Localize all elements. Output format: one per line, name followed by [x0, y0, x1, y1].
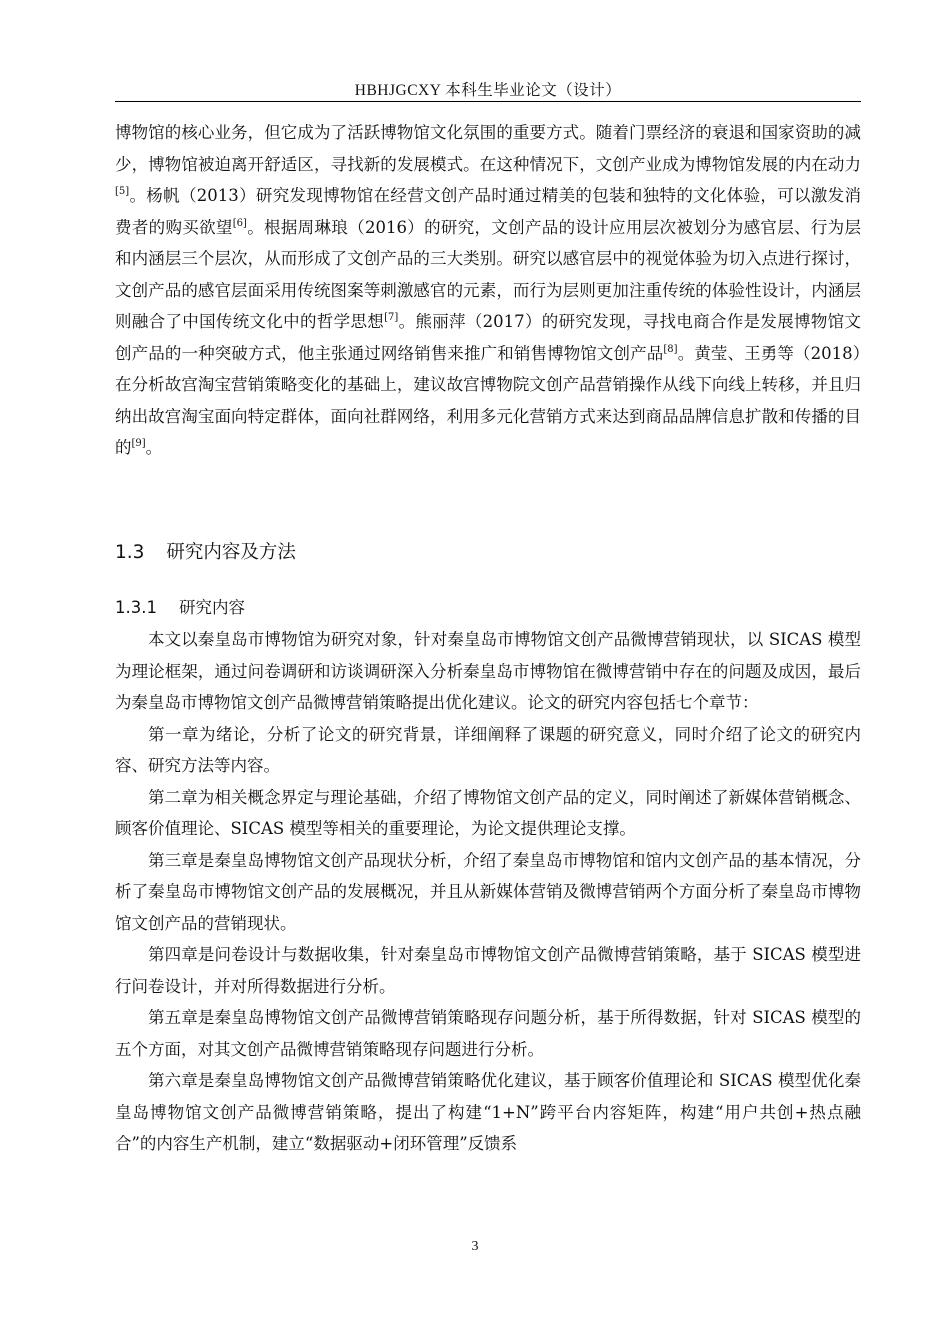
text-run: 。根据周琳琅（2016）的研究，文创产品的设计应用层次被划分为感官层、行为层和内涵层三个层次，从而形成了文创产品的三大类别。研究以感官层中的视觉体验为切入点进行探讨，文创产品的感官层面采用传统图案等刺激感官的元素，而行为层则更加注重传统的体验性设计，内涵层则融合了中国传统文化中的哲学思想 [115, 217, 862, 331]
section-heading [115, 538, 296, 564]
chapter-2-paragraph: 第二章为相关概念界定与理论基础，介绍了博物馆文创产品的定义，同时阐述了新媒体营销概念、顾客价值理论、SICAS 模型等相关的重要理论，为论文提供理论支撑。 [115, 787, 861, 838]
citation-ref: [9] [131, 438, 146, 449]
chapter-4-paragraph: 第四章是问卷设计与数据收集，针对秦皇岛市博物馆文创产品微博营销策略，基于 SICAS 模型进行问卷设计，并对所得数据进行分析。 [115, 945, 861, 996]
subsection-number: 1.3.1 [115, 598, 157, 617]
chapter-5-paragraph: 第五章是秦皇岛博物馆文创产品微博营销策略现存问题分析，基于所得数据，针对 SICAS 模型的五个方面，对其文创产品微博营销策略现存问题进行分析。 [115, 1008, 861, 1059]
research-overview-paragraph: 本文以秦皇岛市博物馆为研究对象，针对秦皇岛市博物馆文创产品微博营销现状，以 SICAS 模型为理论框架，通过问卷调研和访谈调研深入分析秦皇岛市博物馆在微博营销中存在的问题及成因，最后为秦皇岛市博物馆文创产品微博营销策略提出优化建议。论文的研究内容包括七个章节： [115, 630, 861, 712]
text-run: 。黄莹、王勇等（2018）在分析故宫淘宝营销策略变化的基础上，建议故宫博物院文创产品营销操作从线下向线上转移，并且归纳出故宫淘宝面向特定群体，面向社群网络，利用多元化营销方式来达到商品品牌信息扩散和传播的目的 [115, 343, 862, 457]
citation-ref: [6] [232, 217, 247, 229]
chapter-6-paragraph: 第六章是秦皇岛博物馆文创产品微博营销策略优化建议，基于顾客价值理论和 SICAS 模型优化秦皇岛博物馆文创产品微博营销策略，提出了构建“1+N”跨平台内容矩阵，构建“用户共创+热点融合”的内容生产机制，建立“数据驱动+闭环管理”反馈系 [115, 1071, 861, 1153]
section-number: 1.3 [115, 542, 145, 563]
running-header: HBHJGCXY 本科生毕业论文（设计） [354, 82, 622, 99]
text-run: 。 [145, 438, 163, 457]
text-run: 。熊丽萍（2017）的研究发现，寻找电商合作是发展博物馆文创产品的一种突破方式，他主张通过网络销售来推广和销售博物馆文创产品 [115, 312, 861, 363]
intro-body [115, 117, 861, 464]
citation-ref: [7] [384, 312, 399, 323]
subsection-title: 研究内容 [178, 598, 245, 617]
page-number: 3 [471, 1239, 479, 1254]
text-run: 博物馆的核心业务，但它成为了活跃博物馆文化氛围的重要方式。随着门票经济的衰退和国家资助的减少，博物馆被迫离开舒适区，寻找新的发展模式。在这种情况下，文创产业成为博物馆发展的内在动力 [115, 123, 861, 174]
citation-ref: [5] [115, 186, 130, 197]
chapter-3-paragraph: 第三章是秦皇岛博物馆文创产品现状分析，介绍了秦皇岛市博物馆和馆内文创产品的基本情况，分析了秦皇岛市博物馆文创产品的发展概况，并且从新媒体营销及微博营销两个方面分析了秦皇岛市博物馆文创产品的营销现状。 [115, 850, 861, 933]
text-run: 。杨帆（2013）研究发现博物馆在经营文创产品时通过精美的包装和独特的文化体验，可以激发消费者的购买欲望 [115, 186, 861, 237]
subsection-heading [115, 594, 245, 618]
header-divider [115, 101, 861, 102]
chapter-1-paragraph: 第一章为绪论，分析了论文的研究背景，详细阐释了课题的研究意义，同时介绍了论文的研究内容、研究方法等内容。 [115, 724, 861, 775]
content-body [115, 624, 861, 1160]
literature-review-paragraph [115, 117, 861, 464]
section-title: 研究内容及方法 [166, 542, 296, 563]
citation-ref: [8] [663, 343, 678, 355]
